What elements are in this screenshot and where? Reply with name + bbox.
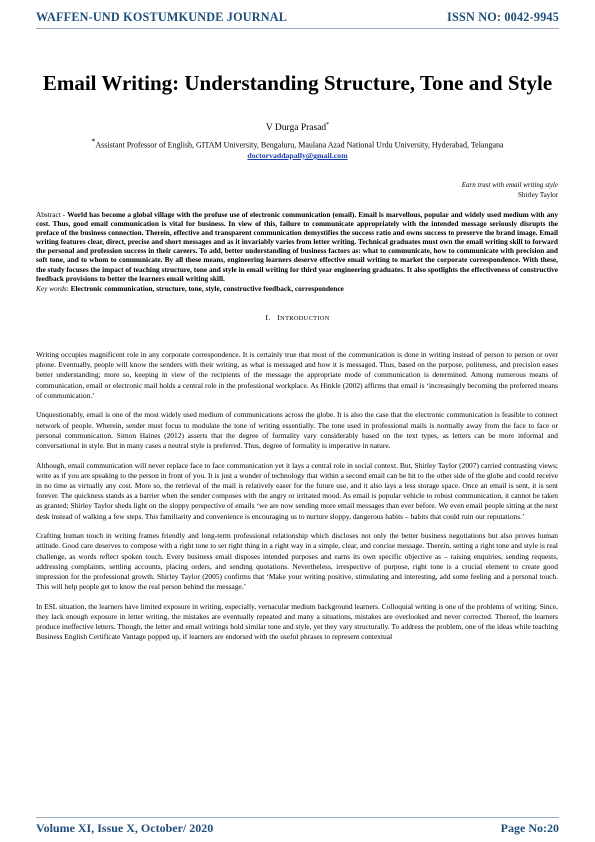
running-header (36, 6, 559, 29)
section-number: I. (265, 313, 271, 322)
author-email-link[interactable]: doctorvaddapally@gmail.com (247, 151, 348, 160)
affiliation (36, 137, 559, 151)
body-text (36, 350, 558, 652)
author-line (0, 122, 595, 133)
volume-issue: Volume XI, Issue X, October/ 2020 (36, 821, 214, 835)
author-name: V Durga Prasad (265, 123, 327, 134)
paper-title: Email Writing: Understanding Structure, Tone and Style (42, 71, 553, 95)
abstract-label: Abstract - (36, 210, 68, 219)
abstract-text: World has become a global village with the profuse use of electronic communication (email). Email is marvellous, popular and widely used medium with any cost. Thus, good email communication is vital for business. In view of this, failure to communicate appropriately with the intended message seriously disrupts the preface of the business connection. Therein, effective and transparent communication demystifies the success ratio and owns success to preserve the brand image. Email writing features clear, direct, precise and short messages and as it invariably varies from letter writing. Technical graduates must own the email writing skill to forward the personal and profession success in their careers. To add, better understanding of business factors as: what to communicate, how to communicate with precision and soft tone, and to whom to communicate. By all these means, engineering learners deserve effective email writing to market the corporate correspondence. With these, the study focuses the impact of teaching structure, tone and style in email writing for third year engineering graduates. It also spotlights the effectiveness of constructive feedback provisions to better the learners email writing skill. (36, 210, 558, 283)
keywords-text: Electronic communication, structure, tone, style, constructive feedback, correspondence (70, 284, 344, 293)
epigraph-quote: Earn trust with email writing style (461, 181, 558, 189)
keywords-label: Key words (36, 284, 67, 293)
paragraph: Although, email communication will never replace face to face communication yet it lays a central role in social context. But, Shirley Taylor (2007) carried contrasting views; write as if you are speaking to the person in front of you. It is just a wonder of technology that within a second email can be hit to the other side of the globe and could receive in no time as virtually any cost. More so, the retrieval of the mail is relatively easer for the future use, and it also lays a less storage space. Once an email is sent, it is sent forever. The quickness stands as a barrier when the sender composes with the angry or irritated mood. As email is popular vehicle to robust communication, it cannot be taken as granted; Shirley Taylor sheds light on the sloppy perspective of emails ‘we are now sending more email messages than ever before. We even email people sitting at the next desk instead of walking a few steps. This familiarity and convenience is encouraging us to nurture sloppy, dangerous habits – habits that could ruin our reputations.’ (36, 460, 558, 521)
paragraph: In ESL situation, the learners have limited exposure in writing, especially, vernacular medium background learners. Colloquial writing is one of the problems of writing. Since, they lack enough exposure in letter writing, the mistakes are eventually repeated and many a situations, mistakes are overlooked and never corrected. Thereof, the learners produce ineffective letters. Though, the letter and email writings hold similar tone and style, yet they vary structurally. To address the problem, one of the ideas while teaching Business English Certificate Vantage popped up, if learners are endorsed with the useful phrases to represent contextual (36, 601, 558, 642)
journal-name: WAFFEN-UND KOSTUMKUNDE JOURNAL (36, 10, 288, 24)
affiliation-text: Assistant Professor of English, GITAM University, Bengaluru, Maulana Azad National Urdu University, Hyderabad, Telangana (95, 140, 504, 150)
author-mark: * (326, 122, 330, 128)
issn-number: ISSN NO: 0042-9945 (447, 10, 559, 24)
section-heading (0, 313, 595, 322)
epigraph (462, 180, 558, 200)
section-title-rest: NTRODUCTION (280, 315, 330, 322)
affiliation-mark: * (91, 137, 96, 146)
keywords: Key words: Electronic communication, structure, tone, style, constructive feedback, correspondence (36, 284, 344, 293)
body-clip (0, 350, 595, 817)
paragraph: Unquestionably, email is one of the most widely used medium of communications across the globe. It is also the case that the electronic communication is feasible to connect network of people. Wherein, sender must focus to modulate the tone of writing essentially. The tone used in professional mails is normally away from the face to face or personal communication. Simon Haines (2012) asserts that the degree of formality vary considerably based on the text types, as letters can be more informal and conversational in style. But in many cases a neutral style is preferred. Thus, degree of formality is imperative in nature. (36, 410, 558, 451)
section-initial: I (277, 313, 281, 322)
running-footer (36, 817, 559, 838)
paragraph: Writing occupies magnificent role in any corporate correspondence. It is certainly true that most of the communication is done in writing instead of person to person or over phone. Eventually, people will know the senders with their writing, as what is messaged and how it is messaged. Thus, based on the purpose, politeness, and precision eases better understanding; more so, keeping in view of the recipients of the message the appropriate mode of communication is determined. Among numerous means of communication, email or electronic mail holds a central role in the professional workplace. As Hinkle (2002) affirms that email is ‘increasingly becoming the preferred means of communication.’ (36, 350, 558, 400)
abstract (36, 210, 558, 283)
paragraph: Crafting human touch in writing frames friendly and long-term professional relationship which discloses not only the better business negotiations but also proves human attitude. Good care deserves to compose with a right tone to set right thing in a right way in a simple, clear, and concise message. Therein, setting a right tone and style is real challenge, as words reflect spoken touch. Every business email disposes intended purposes and earns its own specific objective as – raising enquiries, sending requests, addressing complaints, settling accounts, placing orders, and sending quotations. Nevertheless, irrespective of purpose, right tone is a crucial element to create good impression for the professional growth. Shirley Taylor (2005) confirms that ‘Make your writing positive, stimulating and interesting, add some feeling and a personal touch. This will help people get to know the real person behind the message.’ (36, 531, 558, 592)
epigraph-source: Shirley Taylor (517, 191, 558, 199)
page-number: Page No:20 (500, 821, 559, 835)
